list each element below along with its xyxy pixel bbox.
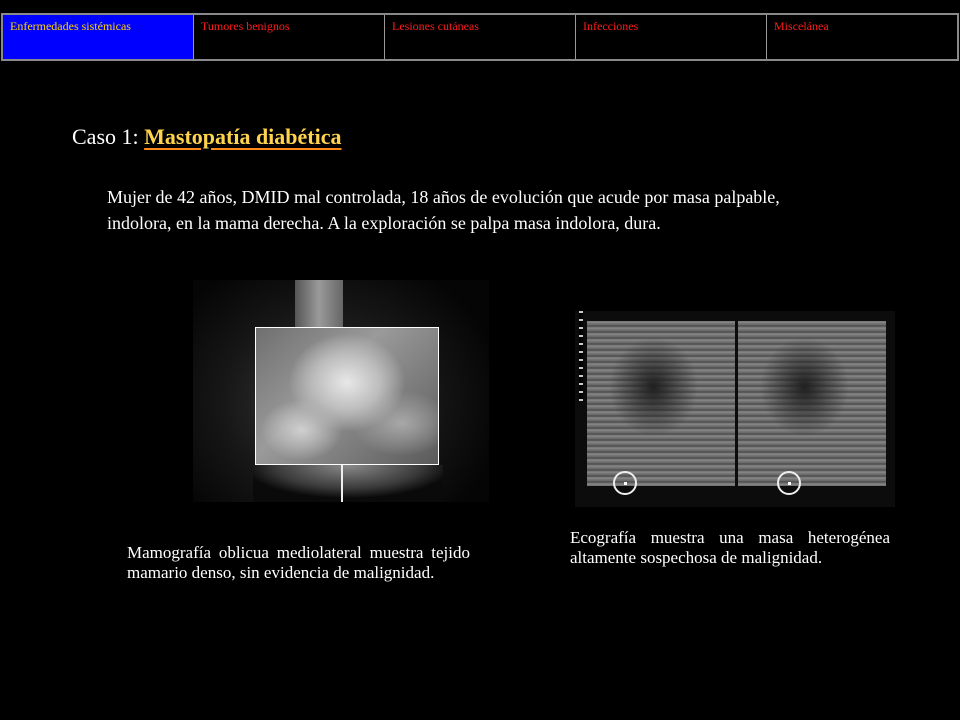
ultrasound-caption: Ecografía muestra una masa heterogénea altamente sospechosa de malignidad. bbox=[570, 528, 890, 567]
case-title-link[interactable]: Mastopatía diabética bbox=[144, 124, 342, 149]
probe-position-icon bbox=[613, 471, 637, 495]
nav-tab-enfermedades-sistemicas[interactable]: Enfermedades sistémicas bbox=[3, 15, 194, 59]
ultrasound-pane-right bbox=[738, 321, 886, 486]
nav-tab-infecciones[interactable]: Infecciones bbox=[576, 15, 767, 59]
nav-tab-lesiones-cutaneas[interactable]: Lesiones cutáneas bbox=[385, 15, 576, 59]
mammogram-magnified-inset bbox=[255, 327, 439, 465]
ultrasound-pane-left bbox=[587, 321, 735, 486]
ultrasound-image bbox=[575, 311, 895, 507]
mammogram-caption: Mamografía oblicua mediolateral muestra tejido mamario denso, sin evidencia de malignidad. bbox=[127, 543, 470, 582]
pectoral-muscle-shadow bbox=[295, 280, 343, 330]
case-title-prefix: Caso 1: bbox=[72, 124, 145, 149]
case-title bbox=[72, 124, 342, 150]
top-navigation bbox=[1, 13, 959, 61]
mammogram-lower-breast bbox=[253, 465, 443, 502]
mammogram-marker-wire bbox=[341, 465, 343, 502]
nav-tab-tumores-benignos[interactable]: Tumores benignos bbox=[194, 15, 385, 59]
case-description: Mujer de 42 años, DMID mal controlada, 18 años de evolución que acude por masa palpable, indolora, en la mama derecha. A la exploración se palpa masa indolora, dura. bbox=[107, 187, 780, 233]
mammogram-image bbox=[193, 280, 489, 502]
depth-scale bbox=[579, 311, 583, 401]
probe-position-icon bbox=[777, 471, 801, 495]
nav-tab-miscelanea[interactable]: Miscelánea bbox=[774, 19, 829, 33]
